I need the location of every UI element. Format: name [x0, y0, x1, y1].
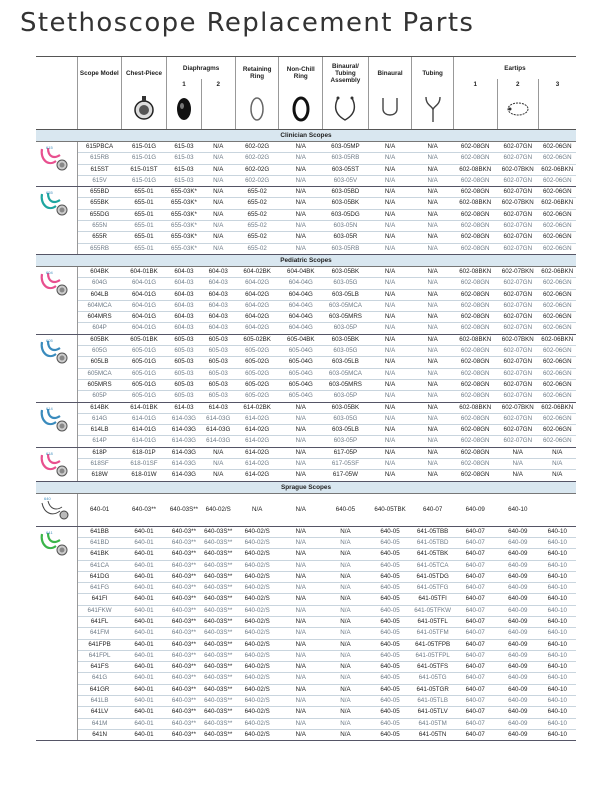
scope-model-cell: 641BK	[78, 549, 122, 560]
col-binaural-tubing: Binaural/ Tubing Assembly	[323, 57, 369, 90]
table-row: 614 614BK 614-01BK 614-03 614-03 614-02BK N/A 603-05BK N/A N/A 602-08BKN 602-07BKN 602-06BKN	[36, 402, 576, 413]
col-scope-model: Scope Model	[78, 57, 122, 90]
binaural-tubing-icon	[332, 94, 358, 124]
scope-model-cell: 641FL	[78, 616, 122, 627]
scope-model-cell: 605BK	[78, 334, 122, 345]
scope-model-cell: 605P	[78, 391, 122, 402]
scope-model-cell: 604MRS	[78, 312, 122, 323]
scope-model-cell: 618SF	[78, 459, 122, 470]
col-eartip-2: 2	[497, 79, 539, 89]
table-row: 614LB 614-01G 614-03G 614-03G 614-02G N/A 603-05LB N/A N/A 602-08GN 602-07GN 602-06GN	[36, 425, 576, 436]
table-row: 641FL 640-01 640-03** 640-03S** 640-02/S N/A N/A 640-05 641-05TFL 640-07 640-09 640-10	[36, 616, 576, 627]
col-eartip-1: 1	[453, 79, 497, 89]
col-chest-piece: Chest-Piece	[121, 57, 167, 90]
scope-model-cell: 605MCA	[78, 368, 122, 379]
table-row: 641FM 640-01 640-03** 640-03S** 640-02/S N/A N/A 640-05 641-05TFM 640-07 640-09 640-10	[36, 628, 576, 639]
scope-model-cell: 604G	[78, 278, 122, 289]
scope-615-thumbnail: 615	[38, 145, 72, 179]
scope-model-cell: 618W	[78, 470, 122, 481]
section-pediatric: Pediatric Scopes	[36, 254, 576, 266]
scope-model-cell: 655R	[78, 232, 122, 243]
scope-model-cell: 605MRS	[78, 379, 122, 390]
table-row: 615RB 615-01G 615-03 N/A 602-02G N/A 603-05RB N/A N/A 602-08GN 602-07GN 602-06GN	[36, 153, 576, 164]
header-row	[36, 57, 576, 80]
stethoscope-icon	[38, 190, 72, 220]
table-row: 605MCA 605-01G 605-03 605-03 605-02G 605-04G 603-05MCA N/A N/A 602-08GN 602-07GN 602-06GN	[36, 368, 576, 379]
scope-model-cell: 615PBCA	[78, 142, 122, 153]
stethoscope-icon	[38, 406, 72, 436]
scope-655-thumbnail: 655	[38, 190, 72, 224]
table-row: 604 604BK 604-01BK 604-03 604-03 604-02BK 604-04BK 603-05BK N/A N/A 602-08BKN 602-07BKN 602-06BKN	[36, 266, 576, 277]
table-row: 641DG 640-01 640-03** 640-03S** 640-02/S N/A N/A 640-05 641-05TDG 640-07 640-09 640-10	[36, 571, 576, 582]
scope-model-cell: 618P	[78, 447, 122, 458]
col-binaural: Binaural	[368, 57, 412, 90]
scope-model-cell: 604MCA	[78, 300, 122, 311]
col-diaphragm-2: 2	[201, 79, 235, 89]
scope-model-cell: 604P	[78, 323, 122, 334]
table-row: 641G 640-01 640-03** 640-03S** 640-02/S N/A N/A 640-05 641-05TG 640-07 640-09 640-10	[36, 673, 576, 684]
table-row: 655N 655-01 655-03K* N/A 655-02 N/A 603-05N N/A N/A 602-08GN 602-07GN 602-06GN	[36, 221, 576, 232]
scope-model-cell: 641FM	[78, 628, 122, 639]
stethoscope-icon	[38, 451, 72, 481]
table-row: 614P 614-01G 614-03G 614-03G 614-02G N/A 603-05P N/A N/A 602-08GN 602-07GN 602-06GN	[36, 436, 576, 447]
diaphragm-icon	[175, 96, 193, 122]
scope-model-cell: 614G	[78, 413, 122, 424]
table-row: 655R 655-01 655-03K* N/A 655-02 N/A 603-05R N/A N/A 602-08GN 602-07GN 602-06GN	[36, 232, 576, 243]
scope-model-cell: 614BK	[78, 402, 122, 413]
scope-model-cell: 605G	[78, 346, 122, 357]
section-sprague: Sprague Scopes	[36, 481, 576, 493]
scope-model-cell: 641N	[78, 729, 122, 740]
table-row: 641CA 640-01 640-03** 640-03S** 640-02/S N/A N/A 640-05 641-05TCA 640-07 640-09 640-10	[36, 560, 576, 571]
scope-model-cell: 641FS	[78, 662, 122, 673]
part-icons-row	[36, 89, 576, 130]
scope-model-cell: 655RB	[78, 243, 122, 254]
scope-model-cell: 655DG	[78, 209, 122, 220]
table-row: 641FPB 640-01 640-03** 640-03S** 640-02/S N/A N/A 640-05 641-05TFPB 640-07 640-09 640-10	[36, 639, 576, 650]
col-eartips: Eartips	[453, 57, 576, 80]
scope-604-thumbnail: 604	[38, 270, 72, 304]
table-row: 641BK 640-01 640-03** 640-03S** 640-02/S N/A N/A 640-05 641-05TBK 640-07 640-09 640-10	[36, 549, 576, 560]
col-eartip-3: 3	[539, 79, 576, 89]
scope-model-cell: 641FKW	[78, 605, 122, 616]
row-640: 640 640-01 640-03** 640-03S** 640-02/S N/A N/A 640-05 640-05TBK 640-07 640-09 640-10	[36, 493, 576, 526]
parts-table	[36, 56, 576, 741]
scope-model-cell: 615V	[78, 175, 122, 186]
table-row: 641FG 640-01 640-03** 640-03S** 640-02/S N/A N/A 640-05 641-05TFG 640-07 640-09 640-10	[36, 583, 576, 594]
scope-model-cell: 641GR	[78, 684, 122, 695]
col-tubing: Tubing	[412, 57, 454, 90]
scope-618-thumbnail: 618	[38, 451, 72, 481]
scope-model-cell: 641DG	[78, 571, 122, 582]
table-row: 641LB 640-01 640-03** 640-03S** 640-02/S N/A N/A 640-05 641-05TLB 640-07 640-09 640-10	[36, 696, 576, 707]
binaural-icon	[378, 95, 402, 123]
table-row: 641FPL 640-01 640-03** 640-03S** 640-02/S N/A N/A 640-05 641-05TFPL 640-07 640-09 640-10	[36, 650, 576, 661]
table-row: 641 641BB 640-01 640-03** 640-03S** 640-02/S N/A N/A 640-05 641-05TBB 640-07 640-09 640-10	[36, 526, 576, 537]
stethoscope-icon	[38, 270, 72, 300]
table-row: 605G 605-01G 605-03 605-03 605-02G 605-04G 603-05G N/A N/A 602-08GN 602-07GN 602-06GN	[36, 346, 576, 357]
tubing-icon	[422, 94, 444, 124]
table-row: 605 605BK 605-01BK 605-03 605-03 605-02BK 605-04BK 603-05BK N/A N/A 602-08BKN 602-07BKN 602-06BKN	[36, 334, 576, 345]
scope-model-cell: 655N	[78, 221, 122, 232]
scope-model-cell: 641FG	[78, 583, 122, 594]
table-row: 605LB 605-01G 605-03 605-03 605-02G 605-04G 603-05LB N/A N/A 602-08GN 602-07GN 602-06GN	[36, 357, 576, 368]
scope-605-thumbnail: 605	[38, 338, 72, 372]
table-row: 604G 604-01G 604-03 604-03 604-02G 604-04G 603-05G N/A N/A 602-08GN 602-07GN 602-06GN	[36, 278, 576, 289]
table-row: 604P 604-01G 604-03 604-03 604-02G 604-04G 603-05P N/A N/A 602-08GN 602-07GN 602-06GN	[36, 323, 576, 334]
scope-model-cell: 641FI	[78, 594, 122, 605]
scope-model-cell: 615RB	[78, 153, 122, 164]
table-row: 605MRS 605-01G 605-03 605-03 605-02G 605-04G 603-05MRS N/A N/A 602-08GN 602-07GN 602-06GN	[36, 379, 576, 390]
scope-model-cell: 604LB	[78, 289, 122, 300]
scope-641-thumbnail: 641	[38, 530, 72, 564]
col-diaphragm-1: 1	[167, 79, 201, 89]
table-row: 655DG 655-01 655-03K* N/A 655-02 N/A 603-05DG N/A N/A 602-08GN 602-07GN 602-06GN	[36, 209, 576, 220]
scope-model-cell: 615ST	[78, 164, 122, 175]
scope-model-cell: 641FPB	[78, 639, 122, 650]
table-row: 641FS 640-01 640-03** 640-03S** 640-02/S N/A N/A 640-05 641-05TFS 640-07 640-09 640-10	[36, 662, 576, 673]
table-row: 641FI 640-01 640-03** 640-03S** 640-02/S N/A N/A 640-05 641-05TFI 640-07 640-09 640-10	[36, 594, 576, 605]
table-row: 641FKW 640-01 640-03** 640-03S** 640-02/S N/A N/A 640-05 641-05TFKW 640-07 640-09 640-10	[36, 605, 576, 616]
scope-model-cell: 614LB	[78, 425, 122, 436]
retaining-ring-icon	[249, 96, 265, 122]
scope-614-thumbnail: 614	[38, 406, 72, 440]
table-row: 641M 640-01 640-03** 640-03S** 640-02/S N/A N/A 640-05 641-05TM 640-07 640-09 640-10	[36, 718, 576, 729]
scope-model-cell: 641M	[78, 718, 122, 729]
table-row: 615ST 615-01ST 615-03 N/A 602-02G N/A 603-05ST N/A N/A 602-08BKN 602-07BKN 602-06BKN	[36, 164, 576, 175]
table-row: 618 618P 618-01P 614-03G N/A 614-02G N/A 617-05P N/A N/A 602-08GN N/A N/A	[36, 447, 576, 458]
eartip-icon	[505, 100, 531, 118]
table-row: 604MCA 604-01G 604-03 604-03 604-02G 604-04G 603-05MCA N/A N/A 602-08GN 602-07GN 602-06GN	[36, 300, 576, 311]
table-row: 615 615PBCA 615-01G 615-03 N/A 602-02G N/A 603-05MP N/A N/A 602-08GN 602-07GN 602-06GN	[36, 142, 576, 153]
scope-model-cell: 655BD	[78, 187, 122, 198]
scope-model-cell: 641FPL	[78, 650, 122, 661]
table-row: 604LB 604-01G 604-03 604-03 604-02G 604-04G 603-05LB N/A N/A 602-08GN 602-07GN 602-06GN	[36, 289, 576, 300]
chest-piece-icon	[132, 95, 156, 123]
table-row: 641LV 640-01 640-03** 640-03S** 640-02/S N/A N/A 640-05 641-05TLV 640-07 640-09 640-10	[36, 707, 576, 718]
scope-640-thumbnail: 640	[38, 497, 72, 525]
table-row: 618SF 618-01SF 614-03G N/A 614-02G N/A 617-05SF N/A N/A 602-08GN N/A N/A	[36, 459, 576, 470]
non-chill-ring-icon	[292, 96, 310, 122]
scope-model-cell: 641LB	[78, 696, 122, 707]
col-retaining-ring: Retaining Ring	[235, 57, 279, 90]
table-row: 655 655BD 655-01 655-03K* N/A 655-02 N/A 603-05BD N/A N/A 602-08GN 602-07GN 602-06GN	[36, 187, 576, 198]
page-title: Stethoscope Replacement Parts	[20, 8, 475, 38]
stethoscope-icon	[38, 338, 72, 368]
table-row: 618W 618-01W 614-03G N/A 614-02G N/A 617-05W N/A N/A 602-08GN N/A N/A	[36, 470, 576, 481]
table-row: 641BD 640-01 640-03** 640-03S** 640-02/S N/A N/A 640-05 641-05TBD 640-07 640-09 640-10	[36, 537, 576, 548]
table-row: 614G 614-01G 614-03G 614-03G 614-02G N/A 603-05G N/A N/A 602-08GN 602-07GN 602-06GN	[36, 413, 576, 424]
table-row: 641GR 640-01 640-03** 640-03S** 640-02/S N/A N/A 640-05 641-05TGR 640-07 640-09 640-10	[36, 684, 576, 695]
col-diaphragms: Diaphragms	[167, 57, 236, 80]
table-row: 655BK 655-01 655-03K* N/A 655-02 N/A 603-05BK N/A N/A 602-08BKN 602-07BKN 602-06BKN	[36, 198, 576, 209]
scope-model-cell: 641CA	[78, 560, 122, 571]
table-row: 655RB 655-01 655-03K* N/A 655-02 N/A 603-05RB N/A N/A 602-08GN 602-07GN 602-06GN	[36, 243, 576, 254]
scope-model-cell: 604BK	[78, 266, 122, 277]
scope-model-cell: 605LB	[78, 357, 122, 368]
table-row: 605P 605-01G 605-03 605-03 605-02G 605-04G 603-05P N/A N/A 602-08GN 602-07GN 602-06GN	[36, 391, 576, 402]
stethoscope-icon	[38, 530, 72, 560]
col-non-chill-ring: Non-Chill Ring	[279, 57, 323, 90]
table-row: 615V 615-01G 615-03 N/A 602-02G N/A 603-05V N/A N/A 602-08GN 602-07GN 602-06GN	[36, 175, 576, 186]
scope-model-cell: 641BB	[78, 526, 122, 537]
section-clinician: Clinician Scopes	[36, 130, 576, 142]
scope-model-cell: 614P	[78, 436, 122, 447]
scope-model-cell: 641BD	[78, 537, 122, 548]
table-row: 641N 640-01 640-03** 640-03S** 640-02/S N/A N/A 640-05 641-05TN 640-07 640-09 640-10	[36, 729, 576, 740]
scope-model-cell: 655BK	[78, 198, 122, 209]
table-row: 604MRS 604-01G 604-03 604-03 604-02G 604-04G 603-05MRS N/A N/A 602-08GN 602-07GN 602-06GN	[36, 312, 576, 323]
scope-model-cell: 641G	[78, 673, 122, 684]
stethoscope-icon	[38, 145, 72, 175]
scope-model-cell: 641LV	[78, 707, 122, 718]
